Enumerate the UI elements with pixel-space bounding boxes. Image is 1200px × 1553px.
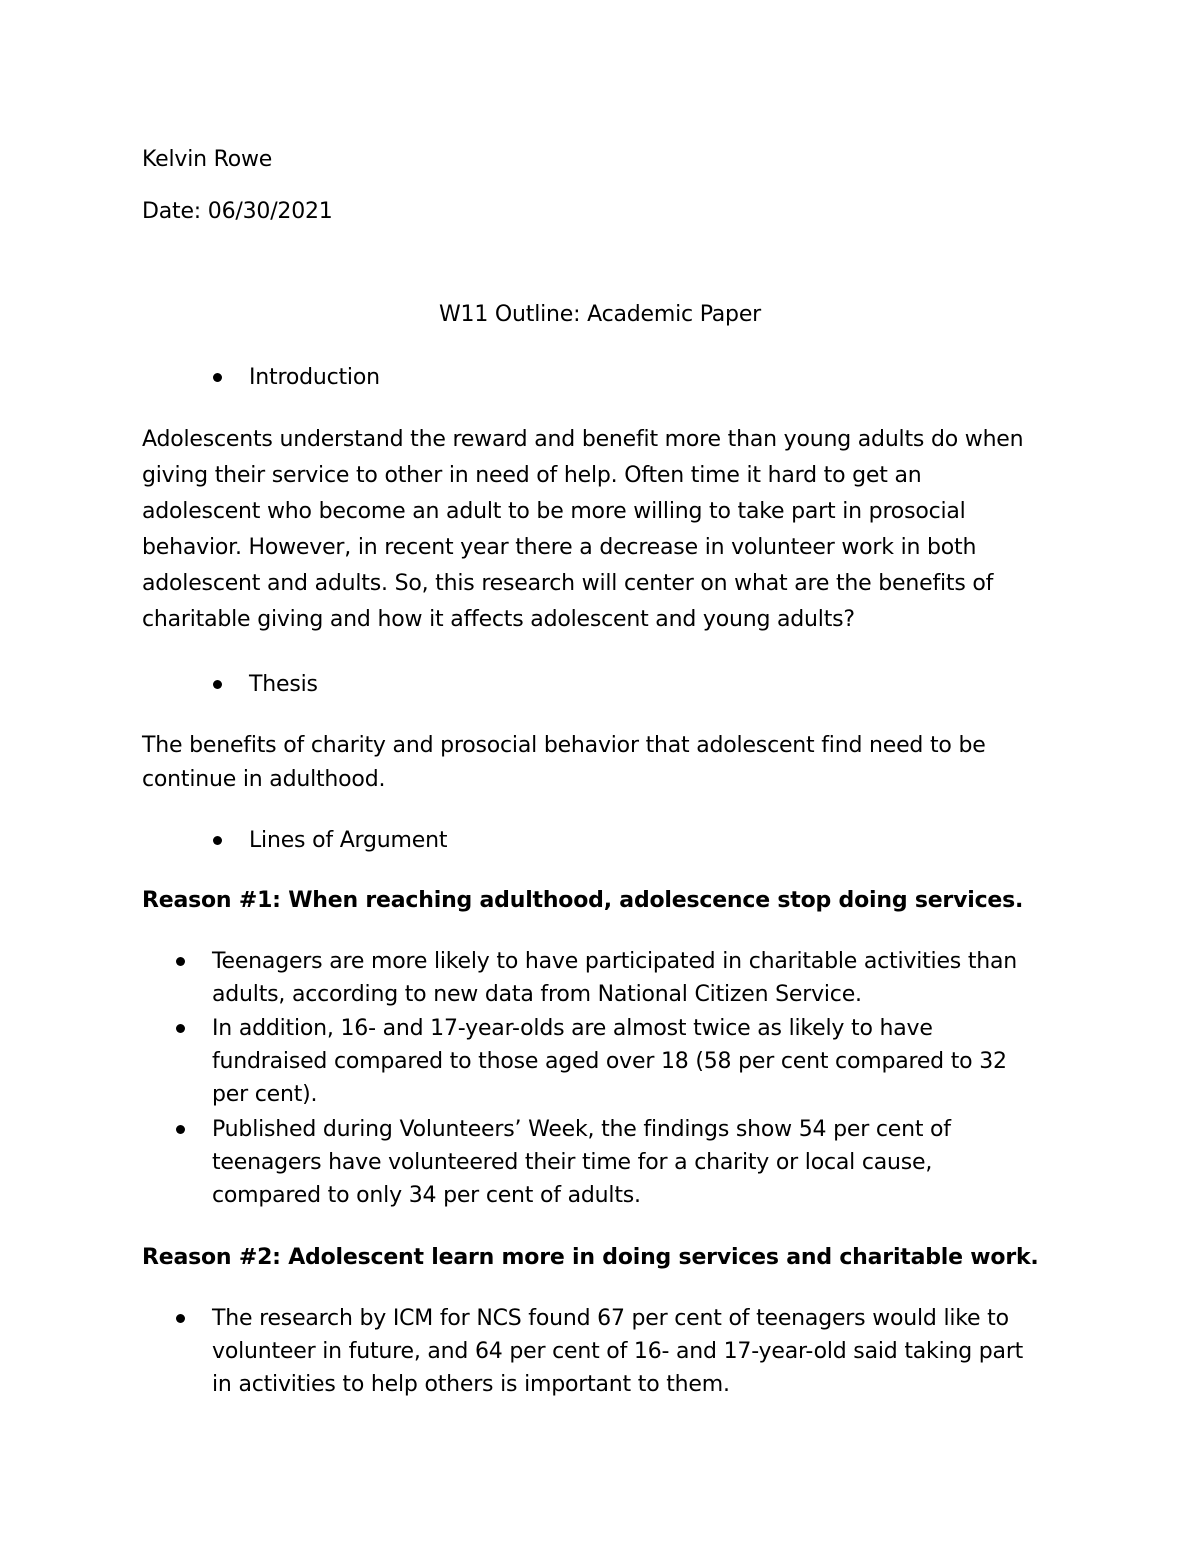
paragraph-line: giving their service to other in need of help. Often time it hard to get an — [142, 463, 922, 488]
reason-1-bullet-3 — [212, 1113, 1072, 1212]
bullet-line: adults, according to new data from National Citizen Service. — [212, 982, 862, 1007]
bullet-line: Teenagers are more likely to have participated in charitable activities than — [212, 949, 1018, 974]
paragraph-line: continue in adulthood. — [142, 767, 386, 792]
bullet-line: in activities to help others is important to them. — [212, 1372, 730, 1397]
bullet-line: fundraised compared to those aged over 18 (58 per cent compared to 32 — [212, 1049, 1007, 1074]
author-name: Kelvin Rowe — [142, 147, 273, 172]
section-heading-introduction: Introduction — [249, 365, 380, 390]
bullet-line: compared to only 34 per cent of adults. — [212, 1183, 641, 1208]
section-heading-thesis: Thesis — [249, 672, 318, 697]
bullet-line: per cent). — [212, 1082, 318, 1107]
reason-1-bullet-2 — [212, 1012, 1072, 1111]
bullet-icon — [176, 1314, 185, 1323]
bullet-line: teenagers have volunteered their time for a charity or local cause, — [212, 1150, 933, 1175]
bullet-icon — [176, 1125, 185, 1134]
paragraph-line: charitable giving and how it affects adolescent and young adults? — [142, 607, 855, 632]
thesis-paragraph — [142, 729, 1082, 797]
document-date: Date: 06/30/2021 — [142, 199, 333, 224]
bullet-icon — [176, 957, 185, 966]
paragraph-line: adolescent and adults. So, this research will center on what are the benefits of — [142, 571, 994, 596]
reason-1-bullet-1 — [212, 945, 1072, 1011]
paragraph-line: The benefits of charity and prosocial behavior that adolescent find need to be — [142, 733, 986, 758]
bullet-line: volunteer in future, and 64 per cent of 16- and 17-year-old said taking part — [212, 1339, 1024, 1364]
bullet-icon — [213, 836, 222, 845]
bullet-icon — [213, 680, 222, 689]
document-title: W11 Outline: Academic Paper — [438, 302, 761, 327]
bullet-line: Published during Volunteers’ Week, the findings show 54 per cent of — [212, 1117, 951, 1142]
reason-2-heading: Reason #2: Adolescent learn more in doing services and charitable work. — [142, 1245, 1039, 1270]
reason-2-bullet-1 — [212, 1302, 1072, 1401]
bullet-icon — [176, 1024, 185, 1033]
bullet-line: In addition, 16- and 17-year-olds are almost twice as likely to have — [212, 1016, 933, 1041]
paragraph-line: behavior. However, in recent year there a decrease in volunteer work in both — [142, 535, 977, 560]
reason-1-heading: Reason #1: When reaching adulthood, adolescence stop doing services. — [142, 888, 1024, 913]
paragraph-line: adolescent who become an adult to be more willing to take part in prosocial — [142, 499, 966, 524]
bullet-line: The research by ICM for NCS found 67 per cent of teenagers would like to — [212, 1306, 1009, 1331]
paragraph-line: Adolescents understand the reward and benefit more than young adults do when — [142, 427, 1024, 452]
bullet-icon — [213, 373, 222, 382]
introduction-paragraph — [142, 422, 1082, 638]
section-heading-lines-of-argument: Lines of Argument — [249, 828, 448, 853]
